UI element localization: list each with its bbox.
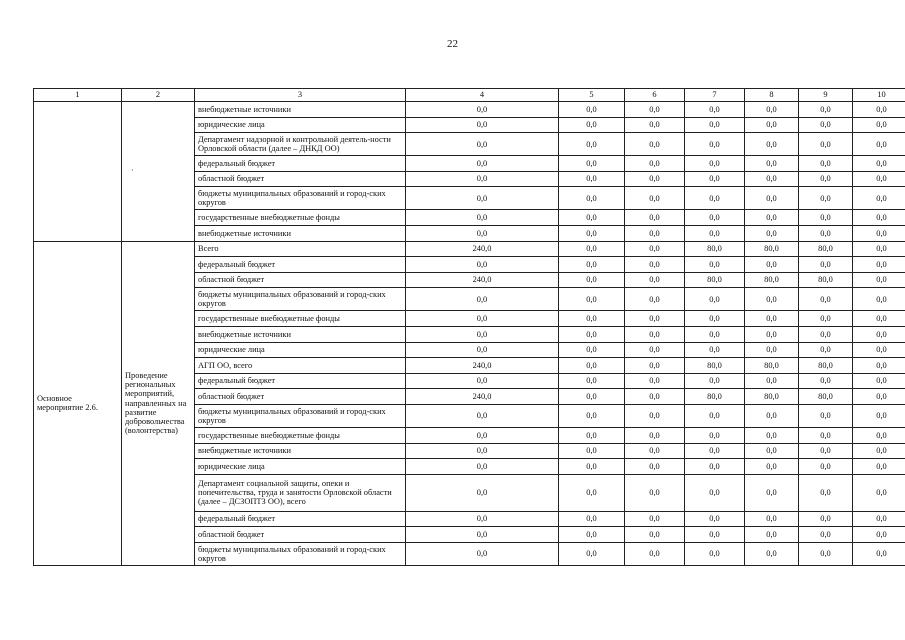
amount-cell: 0,0	[406, 542, 559, 565]
amount-cell: 0,0	[745, 117, 799, 133]
amount-cell: 0,0	[853, 225, 905, 241]
amount-cell: 0,0	[799, 427, 853, 443]
amount-cell: 0,0	[799, 288, 853, 311]
source-label: федеральный бюджет	[195, 156, 406, 172]
amount-cell: 0,0	[625, 342, 685, 358]
table-body	[34, 102, 905, 566]
amount-cell: 0,0	[625, 542, 685, 565]
source-label: областной бюджет	[195, 171, 406, 187]
amount-cell: 0,0	[853, 117, 905, 133]
amount-cell: 0,0	[745, 133, 799, 156]
amount-cell: 0,0	[853, 404, 905, 427]
amount-cell: 0,0	[685, 326, 745, 342]
amount-cell: 0,0	[559, 459, 625, 475]
header-row	[34, 89, 905, 102]
amount-cell: 0,0	[625, 311, 685, 327]
amount-cell: 0,0	[559, 272, 625, 288]
column-header-4: 4	[406, 89, 559, 102]
amount-cell: 0,0	[799, 102, 853, 118]
program-cell: Основное мероприятие 2.6.	[34, 241, 122, 565]
amount-cell: 0,0	[559, 474, 625, 511]
amount-cell: 240,0	[406, 241, 559, 257]
amount-cell: 80,0	[799, 272, 853, 288]
amount-cell: 0,0	[853, 288, 905, 311]
program-cell	[34, 102, 122, 242]
amount-cell: 0,0	[625, 389, 685, 405]
amount-cell: 0,0	[559, 358, 625, 374]
source-label: федеральный бюджет	[195, 511, 406, 527]
amount-cell: 0,0	[685, 427, 745, 443]
amount-cell: 0,0	[685, 511, 745, 527]
amount-cell: 0,0	[625, 257, 685, 273]
amount-cell: 0,0	[853, 342, 905, 358]
amount-cell: 80,0	[685, 272, 745, 288]
source-label: бюджеты муниципальных образований и город-ских округов	[195, 404, 406, 427]
amount-cell: 0,0	[853, 443, 905, 459]
amount-cell: 0,0	[745, 443, 799, 459]
amount-cell: 80,0	[745, 389, 799, 405]
source-label: федеральный бюджет	[195, 373, 406, 389]
amount-cell: 0,0	[685, 542, 745, 565]
column-header-5: 5	[559, 89, 625, 102]
source-label: юридические лица	[195, 342, 406, 358]
amount-cell: 0,0	[559, 117, 625, 133]
amount-cell: 0,0	[799, 326, 853, 342]
amount-cell: 0,0	[799, 210, 853, 226]
amount-cell: 0,0	[853, 389, 905, 405]
amount-cell: 0,0	[799, 459, 853, 475]
amount-cell: 0,0	[745, 474, 799, 511]
amount-cell: 0,0	[406, 210, 559, 226]
amount-cell: 0,0	[685, 443, 745, 459]
column-header-8: 8	[745, 89, 799, 102]
amount-cell: 0,0	[406, 117, 559, 133]
amount-cell: 0,0	[559, 389, 625, 405]
table-row	[34, 241, 905, 257]
amount-cell: 0,0	[745, 187, 799, 210]
source-label: бюджеты муниципальных образований и город-ских округов	[195, 542, 406, 565]
amount-cell: 0,0	[406, 474, 559, 511]
amount-cell: 0,0	[685, 474, 745, 511]
amount-cell: 0,0	[406, 404, 559, 427]
amount-cell: 0,0	[745, 210, 799, 226]
amount-cell: 0,0	[685, 373, 745, 389]
amount-cell: 0,0	[625, 210, 685, 226]
amount-cell: 0,0	[625, 225, 685, 241]
amount-cell: 0,0	[559, 156, 625, 172]
amount-cell: 0,0	[559, 427, 625, 443]
amount-cell: 0,0	[406, 187, 559, 210]
source-label: бюджеты муниципальных образований и город-ских округов	[195, 288, 406, 311]
amount-cell: 0,0	[685, 311, 745, 327]
amount-cell: 0,0	[853, 358, 905, 374]
amount-cell: 0,0	[799, 187, 853, 210]
amount-cell: 0,0	[745, 326, 799, 342]
amount-cell: 0,0	[685, 257, 745, 273]
amount-cell: 0,0	[625, 427, 685, 443]
amount-cell: 0,0	[625, 171, 685, 187]
source-label: Всего	[195, 241, 406, 257]
amount-cell: 0,0	[625, 187, 685, 210]
amount-cell: 0,0	[799, 133, 853, 156]
source-label: юридические лица	[195, 117, 406, 133]
amount-cell: 0,0	[625, 272, 685, 288]
amount-cell: 240,0	[406, 358, 559, 374]
amount-cell: 80,0	[799, 241, 853, 257]
source-label: внебюджетные источники	[195, 225, 406, 241]
amount-cell: 0,0	[685, 133, 745, 156]
amount-cell: 0,0	[559, 210, 625, 226]
source-label: государственные внебюджетные фонды	[195, 427, 406, 443]
measure-cell	[122, 102, 195, 242]
amount-cell: 0,0	[625, 241, 685, 257]
amount-cell: 0,0	[853, 373, 905, 389]
amount-cell: 0,0	[745, 427, 799, 443]
amount-cell: 0,0	[799, 117, 853, 133]
amount-cell: 0,0	[853, 156, 905, 172]
amount-cell: 0,0	[625, 358, 685, 374]
amount-cell: 0,0	[406, 133, 559, 156]
amount-cell: 0,0	[406, 156, 559, 172]
amount-cell: 0,0	[559, 404, 625, 427]
amount-cell: 0,0	[406, 326, 559, 342]
amount-cell: 240,0	[406, 272, 559, 288]
amount-cell: 0,0	[685, 171, 745, 187]
amount-cell: 0,0	[685, 210, 745, 226]
amount-cell: 0,0	[559, 257, 625, 273]
source-label: областной бюджет	[195, 389, 406, 405]
amount-cell: 0,0	[853, 427, 905, 443]
amount-cell: 0,0	[625, 527, 685, 543]
amount-cell: 0,0	[625, 133, 685, 156]
amount-cell: 0,0	[559, 373, 625, 389]
amount-cell: 0,0	[685, 404, 745, 427]
measure-cell: Проведение региональных мероприятий, направленных на развитие добровольчества (волонтерства)	[122, 241, 195, 565]
amount-cell: 0,0	[559, 225, 625, 241]
amount-cell: 0,0	[625, 117, 685, 133]
amount-cell: 0,0	[685, 117, 745, 133]
amount-cell: 0,0	[799, 443, 853, 459]
amount-cell: 0,0	[799, 342, 853, 358]
source-label: бюджеты муниципальных образований и город-ских округов	[195, 187, 406, 210]
amount-cell: 0,0	[745, 373, 799, 389]
amount-cell: 0,0	[853, 311, 905, 327]
amount-cell: 240,0	[406, 389, 559, 405]
amount-cell: 0,0	[745, 527, 799, 543]
amount-cell: 0,0	[853, 171, 905, 187]
source-label: областной бюджет	[195, 272, 406, 288]
amount-cell: 0,0	[625, 102, 685, 118]
amount-cell: 0,0	[625, 156, 685, 172]
source-label: Департамент надзорной и контрольной деятель-ности Орловской области (далее – ДНКД ОО)	[195, 133, 406, 156]
amount-cell: 0,0	[799, 225, 853, 241]
column-header-7: 7	[685, 89, 745, 102]
source-label: государственные внебюджетные фонды	[195, 311, 406, 327]
amount-cell: 80,0	[745, 358, 799, 374]
source-label: Департамент социальной защиты, опеки и попечительства, труда и занятости Орловской области (далее – ДСЗОПТЗ ОО), всего	[195, 474, 406, 511]
amount-cell: 0,0	[745, 311, 799, 327]
amount-cell: 0,0	[853, 326, 905, 342]
amount-cell: 0,0	[559, 443, 625, 459]
amount-cell: 80,0	[799, 389, 853, 405]
amount-cell: 0,0	[559, 171, 625, 187]
amount-cell: 0,0	[799, 527, 853, 543]
source-label: федеральный бюджет	[195, 257, 406, 273]
amount-cell: 0,0	[685, 225, 745, 241]
amount-cell: 80,0	[745, 272, 799, 288]
amount-cell: 0,0	[685, 342, 745, 358]
table-row	[34, 102, 905, 118]
amount-cell: 0,0	[406, 171, 559, 187]
amount-cell: 0,0	[406, 225, 559, 241]
amount-cell: 0,0	[799, 311, 853, 327]
amount-cell: 0,0	[853, 511, 905, 527]
amount-cell: 0,0	[625, 326, 685, 342]
amount-cell: 0,0	[685, 102, 745, 118]
amount-cell: 0,0	[559, 288, 625, 311]
amount-cell: 80,0	[685, 389, 745, 405]
amount-cell: 0,0	[406, 311, 559, 327]
amount-cell: 0,0	[406, 527, 559, 543]
amount-cell: 0,0	[745, 511, 799, 527]
amount-cell: 0,0	[685, 187, 745, 210]
amount-cell: 0,0	[745, 171, 799, 187]
amount-cell: 0,0	[853, 542, 905, 565]
amount-cell: 0,0	[853, 133, 905, 156]
amount-cell: 0,0	[625, 373, 685, 389]
amount-cell: 0,0	[853, 210, 905, 226]
amount-cell: 0,0	[799, 511, 853, 527]
amount-cell: 0,0	[406, 342, 559, 358]
amount-cell: 0,0	[406, 373, 559, 389]
amount-cell: 0,0	[853, 474, 905, 511]
column-header-10: 10	[853, 89, 905, 102]
source-label: внебюджетные источники	[195, 443, 406, 459]
source-label: областной бюджет	[195, 527, 406, 543]
amount-cell: 0,0	[745, 404, 799, 427]
amount-cell: 0,0	[406, 427, 559, 443]
column-header-6: 6	[625, 89, 685, 102]
amount-cell: 0,0	[406, 288, 559, 311]
source-label: АГП ОО, всего	[195, 358, 406, 374]
amount-cell: 0,0	[745, 288, 799, 311]
amount-cell: 0,0	[625, 288, 685, 311]
amount-cell: 0,0	[853, 272, 905, 288]
amount-cell: 0,0	[559, 542, 625, 565]
amount-cell: 0,0	[685, 459, 745, 475]
amount-cell: 80,0	[799, 358, 853, 374]
amount-cell: 0,0	[745, 102, 799, 118]
amount-cell: 0,0	[406, 511, 559, 527]
column-header-1: 1	[34, 89, 122, 102]
amount-cell: 0,0	[559, 511, 625, 527]
amount-cell: 0,0	[406, 257, 559, 273]
mark: ·	[131, 166, 134, 176]
amount-cell: 0,0	[853, 102, 905, 118]
amount-cell: 0,0	[685, 527, 745, 543]
amount-cell: 0,0	[559, 102, 625, 118]
amount-cell: 0,0	[853, 257, 905, 273]
amount-cell: 0,0	[745, 459, 799, 475]
amount-cell: 0,0	[685, 288, 745, 311]
amount-cell: 0,0	[799, 542, 853, 565]
amount-cell: 0,0	[799, 171, 853, 187]
budget-table	[33, 88, 905, 566]
source-label: юридические лица	[195, 459, 406, 475]
source-label: государственные внебюджетные фонды	[195, 210, 406, 226]
amount-cell: 0,0	[625, 443, 685, 459]
column-header-9: 9	[799, 89, 853, 102]
amount-cell: 0,0	[559, 187, 625, 210]
amount-cell: 0,0	[745, 225, 799, 241]
page-number: 22	[447, 38, 458, 50]
amount-cell: 0,0	[559, 241, 625, 257]
amount-cell: 0,0	[625, 474, 685, 511]
amount-cell: 80,0	[685, 358, 745, 374]
amount-cell: 0,0	[799, 474, 853, 511]
amount-cell: 0,0	[745, 257, 799, 273]
source-label: внебюджетные источники	[195, 326, 406, 342]
amount-cell: 0,0	[853, 527, 905, 543]
amount-cell: 0,0	[745, 542, 799, 565]
amount-cell: 80,0	[685, 241, 745, 257]
source-label: внебюджетные источники	[195, 102, 406, 118]
amount-cell: 0,0	[559, 527, 625, 543]
amount-cell: 0,0	[559, 311, 625, 327]
amount-cell: 0,0	[853, 187, 905, 210]
amount-cell: 0,0	[625, 404, 685, 427]
amount-cell: 0,0	[406, 459, 559, 475]
amount-cell: 80,0	[745, 241, 799, 257]
amount-cell: 0,0	[853, 459, 905, 475]
amount-cell: 0,0	[559, 342, 625, 358]
amount-cell: 0,0	[799, 156, 853, 172]
amount-cell: 0,0	[799, 404, 853, 427]
amount-cell: 0,0	[799, 373, 853, 389]
column-header-3: 3	[195, 89, 406, 102]
amount-cell: 0,0	[745, 342, 799, 358]
amount-cell: 0,0	[559, 133, 625, 156]
amount-cell: 0,0	[853, 241, 905, 257]
amount-cell: 0,0	[625, 511, 685, 527]
amount-cell: 0,0	[559, 326, 625, 342]
amount-cell: 0,0	[799, 257, 853, 273]
amount-cell: 0,0	[685, 156, 745, 172]
amount-cell: 0,0	[745, 156, 799, 172]
amount-cell: 0,0	[406, 443, 559, 459]
column-header-2: 2	[122, 89, 195, 102]
amount-cell: 0,0	[406, 102, 559, 118]
amount-cell: 0,0	[625, 459, 685, 475]
